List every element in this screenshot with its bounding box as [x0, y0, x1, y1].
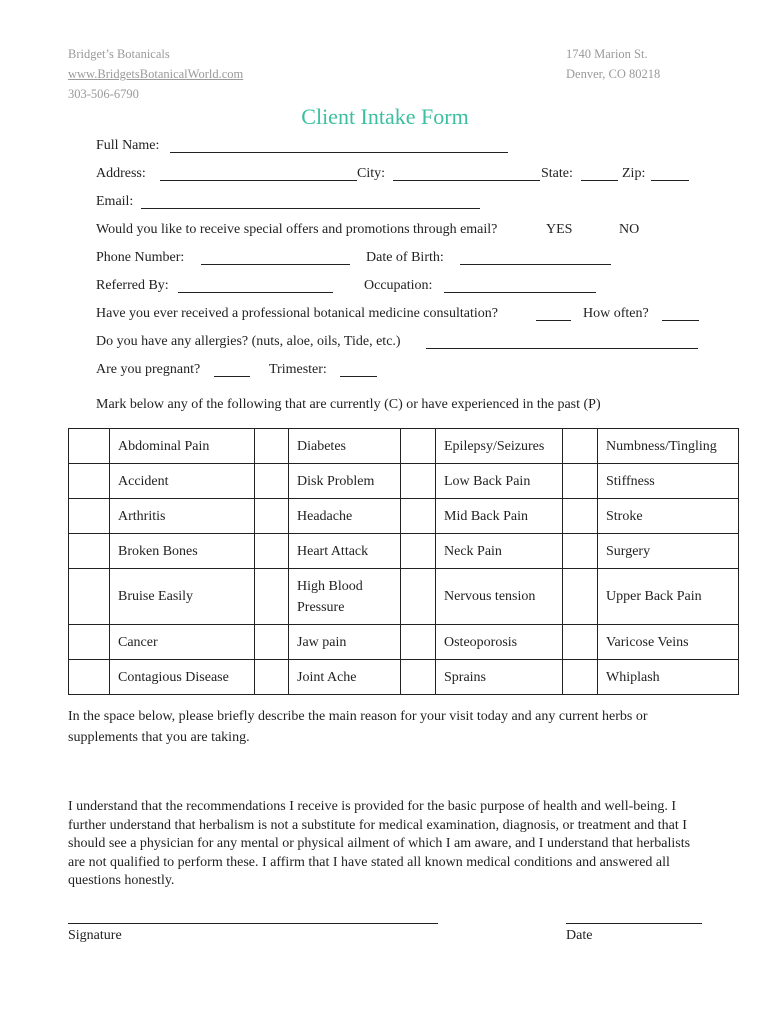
- condition-label: Varicose Veins: [598, 625, 739, 660]
- condition-label: High Blood Pressure: [289, 569, 401, 625]
- condition-label: Stiffness: [598, 464, 739, 499]
- business-phone: 303-506-6790: [68, 87, 139, 101]
- allergies-field[interactable]: [426, 348, 698, 349]
- conditions-table: [68, 428, 739, 695]
- full-name-field[interactable]: [170, 152, 508, 153]
- condition-mark-cell[interactable]: [401, 660, 436, 695]
- allergies-question: Do you have any allergies? (nuts, aloe, oils, Tide, etc.): [96, 334, 401, 349]
- dob-field[interactable]: [460, 264, 611, 265]
- consult-answer-field[interactable]: [536, 320, 571, 321]
- reason-textarea[interactable]: [68, 750, 708, 790]
- condition-mark-cell[interactable]: [69, 534, 110, 569]
- state-label: State:: [541, 166, 573, 181]
- city-state-zip: Denver, CO 80218: [566, 67, 661, 81]
- condition-mark-cell[interactable]: [255, 429, 289, 464]
- condition-mark-cell[interactable]: [401, 569, 436, 625]
- table-row: [69, 569, 739, 625]
- condition-label: Numbness/Tingling: [598, 429, 739, 464]
- condition-mark-cell[interactable]: [255, 660, 289, 695]
- signature-line[interactable]: [68, 923, 438, 924]
- reason-prompt: In the space below, please briefly describe the main reason for your visit today and any current herbs or supplements that you are taking.: [68, 709, 648, 745]
- date-line[interactable]: [566, 923, 702, 924]
- disclaimer-text: I understand that the recommendations I receive is provided for the basic purpose of health and well-being. I further understand that herbalism is not a substitute for medical examination, diagnosis, or treatment and that I should see a physician for any mental or physical ailment of which I am aware, and I understand that herbalists are not qualified to perform these. I affirm that I have stated all known medical conditions and answered all questions honestly.: [68, 799, 691, 888]
- how-often-field[interactable]: [662, 320, 699, 321]
- how-often-label: How often?: [583, 306, 649, 321]
- promos-yes-option[interactable]: YES: [546, 222, 573, 237]
- condition-label: Upper Back Pain: [598, 569, 739, 625]
- condition-label: Cancer: [110, 625, 255, 660]
- consult-question: Have you ever received a professional botanical medicine consultation?: [96, 306, 498, 321]
- address-label: Address:: [96, 166, 146, 181]
- zip-label: Zip:: [622, 166, 646, 181]
- condition-label: Joint Ache: [289, 660, 401, 695]
- condition-label: Low Back Pain: [436, 464, 563, 499]
- business-name: Bridget’s Botanicals: [68, 47, 170, 61]
- referred-by-field[interactable]: [178, 292, 333, 293]
- table-row: [69, 429, 739, 464]
- condition-mark-cell[interactable]: [401, 429, 436, 464]
- phone-number-label: Phone Number:: [96, 250, 185, 265]
- condition-label: Accident: [110, 464, 255, 499]
- condition-mark-cell[interactable]: [255, 569, 289, 625]
- table-row: [69, 499, 739, 534]
- pregnant-field[interactable]: [214, 376, 250, 377]
- condition-mark-cell[interactable]: [255, 464, 289, 499]
- condition-label: Mid Back Pain: [436, 499, 563, 534]
- city-label: City:: [357, 166, 386, 181]
- trimester-label: Trimester:: [269, 362, 327, 377]
- condition-mark-cell[interactable]: [401, 625, 436, 660]
- table-row: [69, 660, 739, 695]
- condition-label: Bruise Easily: [110, 569, 255, 625]
- condition-mark-cell[interactable]: [69, 429, 110, 464]
- email-label: Email:: [96, 194, 134, 209]
- signature-label: Signature: [68, 928, 122, 943]
- condition-mark-cell[interactable]: [69, 660, 110, 695]
- conditions-instruction: Mark below any of the following that are currently (C) or have experienced in the past (P): [96, 397, 601, 412]
- condition-mark-cell[interactable]: [563, 464, 598, 499]
- condition-label: Sprains: [436, 660, 563, 695]
- pregnant-question: Are you pregnant?: [96, 362, 201, 377]
- condition-label: Arthritis: [110, 499, 255, 534]
- condition-label: Whiplash: [598, 660, 739, 695]
- condition-mark-cell[interactable]: [401, 499, 436, 534]
- phone-number-field[interactable]: [201, 264, 350, 265]
- condition-label: Neck Pain: [436, 534, 563, 569]
- email-field[interactable]: [141, 208, 480, 209]
- city-field[interactable]: [393, 180, 540, 181]
- table-row: [69, 464, 739, 499]
- condition-label: Diabetes: [289, 429, 401, 464]
- condition-label: Nervous tension: [436, 569, 563, 625]
- condition-label: Jaw pain: [289, 625, 401, 660]
- condition-label: Abdominal Pain: [110, 429, 255, 464]
- street-address: 1740 Marion St.: [566, 47, 648, 61]
- condition-mark-cell[interactable]: [563, 660, 598, 695]
- zip-field[interactable]: [651, 180, 689, 181]
- condition-mark-cell[interactable]: [563, 429, 598, 464]
- condition-mark-cell[interactable]: [69, 464, 110, 499]
- condition-label: Headache: [289, 499, 401, 534]
- dob-label: Date of Birth:: [366, 250, 444, 265]
- condition-label: Osteoporosis: [436, 625, 563, 660]
- condition-mark-cell[interactable]: [255, 499, 289, 534]
- condition-mark-cell[interactable]: [401, 464, 436, 499]
- condition-mark-cell[interactable]: [255, 534, 289, 569]
- page-title: Client Intake Form: [301, 104, 469, 129]
- condition-mark-cell[interactable]: [563, 625, 598, 660]
- full-name-label: Full Name:: [96, 138, 160, 153]
- condition-mark-cell[interactable]: [255, 625, 289, 660]
- occupation-label: Occupation:: [364, 278, 433, 293]
- address-field[interactable]: [160, 180, 357, 181]
- trimester-field[interactable]: [340, 376, 377, 377]
- state-field[interactable]: [581, 180, 618, 181]
- website-link[interactable]: www.BridgetsBotanicalWorld.com: [68, 67, 244, 81]
- occupation-field[interactable]: [444, 292, 596, 293]
- condition-label: Epilepsy/Seizures: [436, 429, 563, 464]
- condition-label: Heart Attack: [289, 534, 401, 569]
- condition-mark-cell[interactable]: [563, 569, 598, 625]
- promos-no-option[interactable]: NO: [619, 222, 640, 237]
- condition-mark-cell[interactable]: [69, 569, 110, 625]
- condition-mark-cell[interactable]: [401, 534, 436, 569]
- table-row: [69, 534, 739, 569]
- condition-label: Stroke: [598, 499, 739, 534]
- referred-by-label: Referred By:: [96, 278, 169, 293]
- condition-mark-cell[interactable]: [563, 534, 598, 569]
- condition-label: Broken Bones: [110, 534, 255, 569]
- condition-mark-cell[interactable]: [69, 499, 110, 534]
- condition-label: Surgery: [598, 534, 739, 569]
- condition-label: Disk Problem: [289, 464, 401, 499]
- condition-mark-cell[interactable]: [69, 625, 110, 660]
- promos-question: Would you like to receive special offers and promotions through email?: [96, 222, 498, 237]
- condition-label: Contagious Disease: [110, 660, 255, 695]
- condition-mark-cell[interactable]: [563, 499, 598, 534]
- table-row: [69, 625, 739, 660]
- date-label: Date: [566, 928, 593, 943]
